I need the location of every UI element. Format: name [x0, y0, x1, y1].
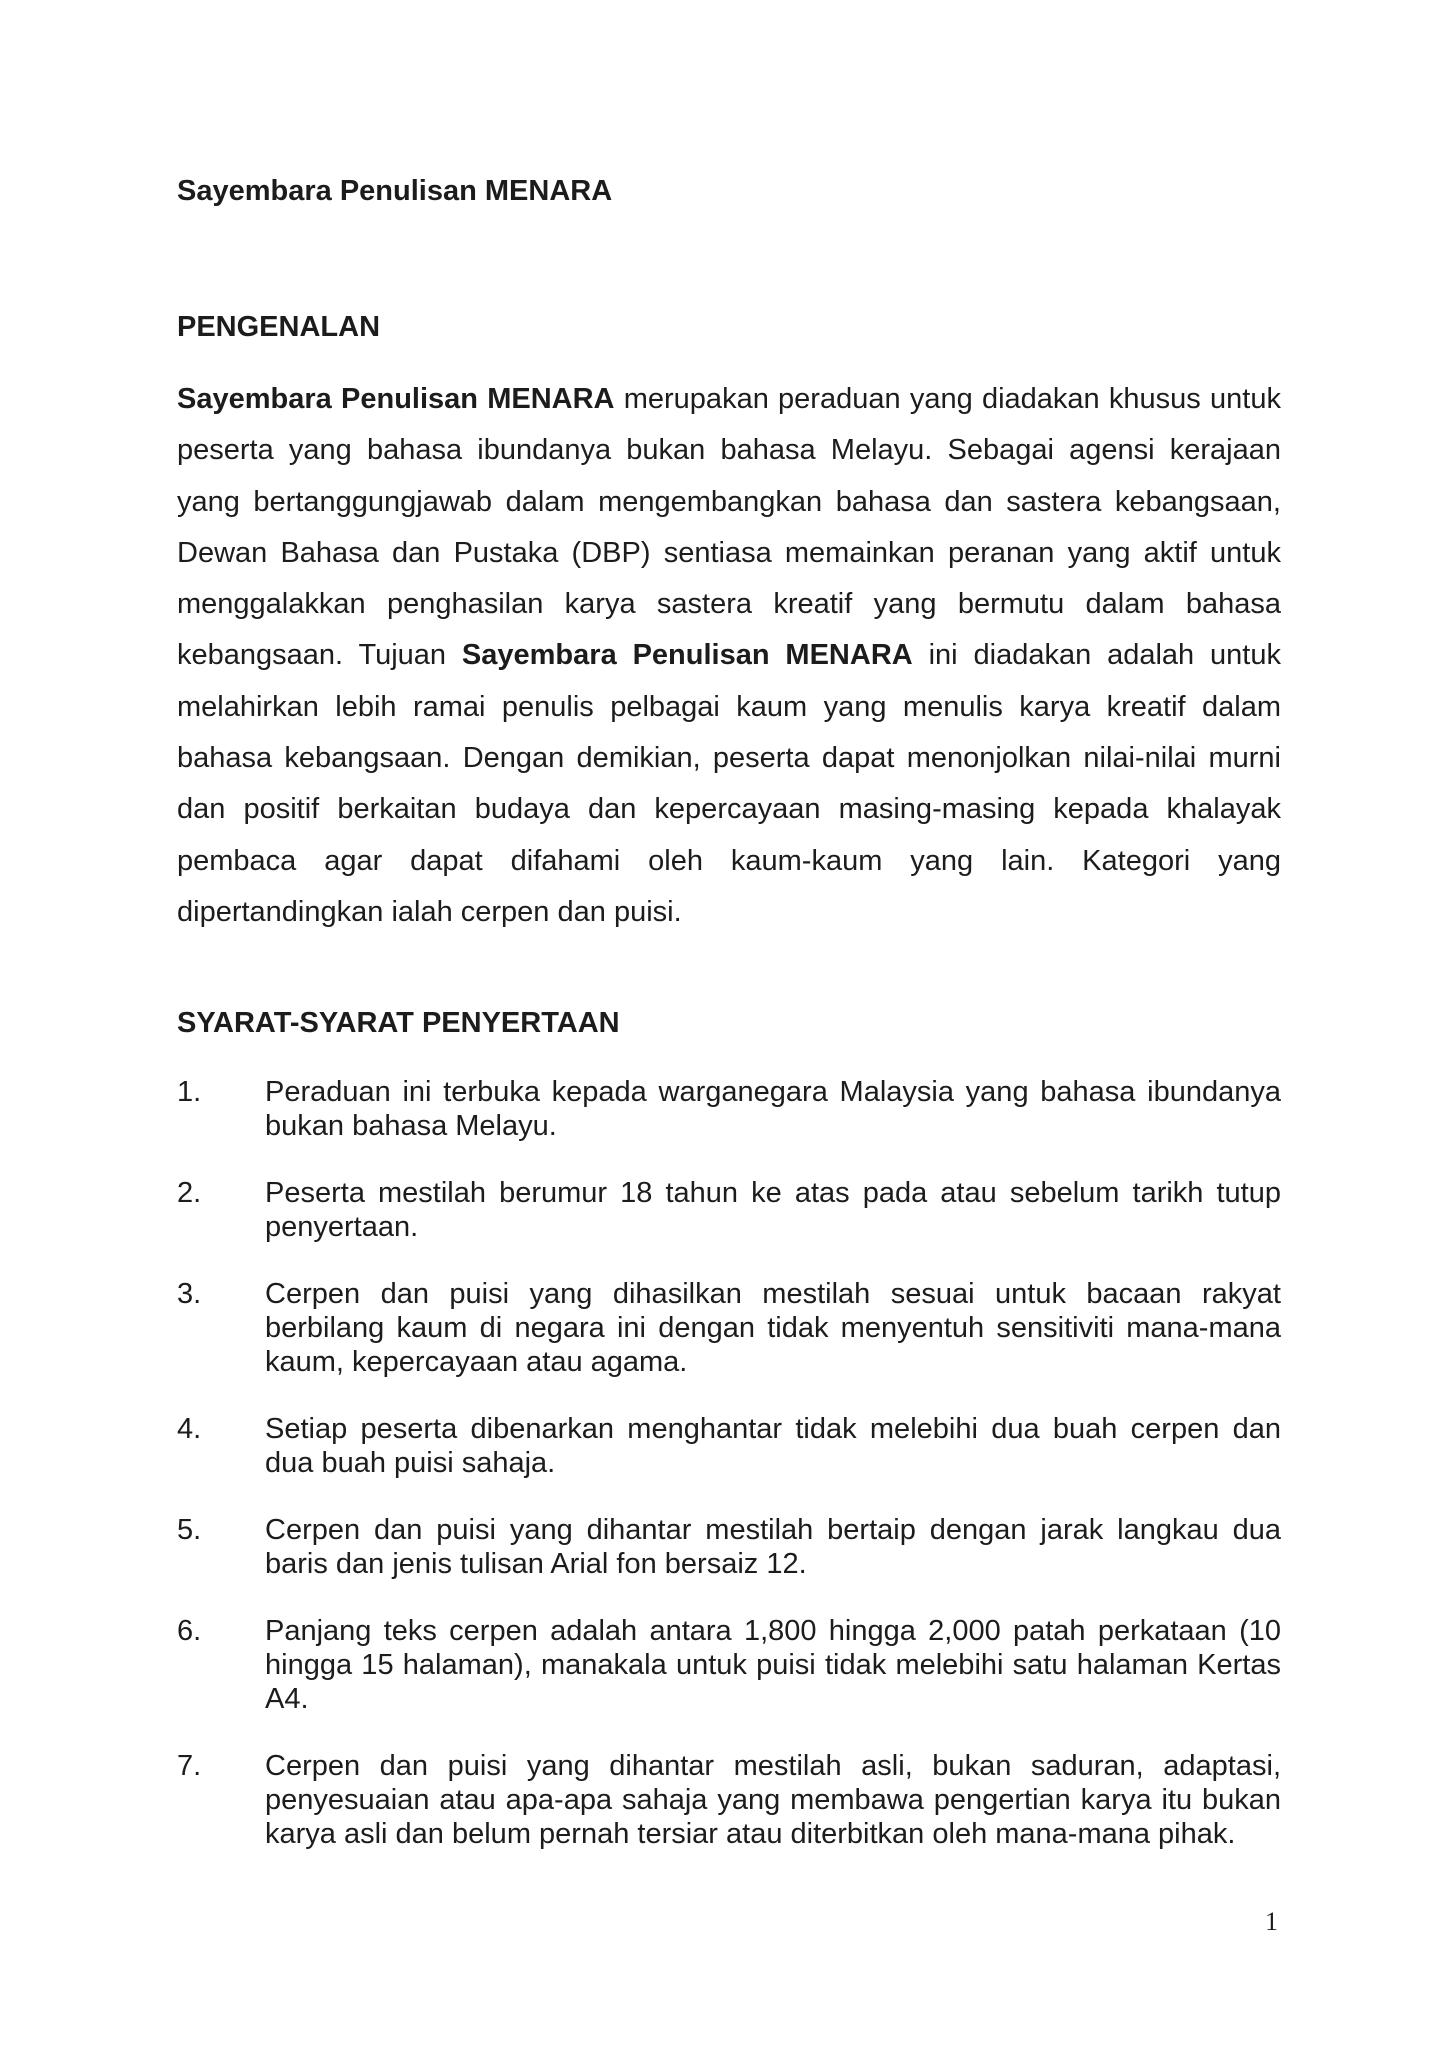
term-number: 1. — [177, 1076, 202, 1108]
term-text: Cerpen dan puisi yang dihantar mestilah asli, bukan saduran, adaptasi, penyesuaian atau apa-apa sahaja yang membawa pengertian karya itu bukan karya asli dan belum pernah tersiar atau diterbitkan oleh mana-mana pihak. — [265, 1750, 1281, 1850]
page-number: 1 — [1265, 1907, 1278, 1936]
term-number: 3. — [177, 1278, 202, 1310]
intro-segment: merupakan peraduan yang diadakan khusus untuk peserta yang bahasa ibundanya bukan bahasa Melayu. Sebagai agensi kerajaan yang bertanggungjawab dalam mengembangkan bahasa dan sastera kebangsaan, Dewan Bahasa dan Pustaka (DBP) sentiasa memainkan peranan yang aktif untuk menggalakkan penghasilan karya sastera kreatif yang bermutu dalam bahasa kebangsaan. Tujuan — [177, 383, 1281, 672]
intro-paragraph — [177, 374, 1281, 938]
term-item — [177, 1513, 1281, 1581]
term-item — [177, 1075, 1281, 1143]
term-number: 2. — [177, 1177, 202, 1209]
term-item — [177, 1412, 1281, 1480]
document-title: Sayembara Penulisan MENARA — [177, 175, 613, 207]
intro-segment-bold: Sayembara Penulisan MENARA — [177, 383, 615, 415]
terms-list — [177, 1075, 1281, 1884]
term-item — [177, 1277, 1281, 1379]
term-text: Setiap peserta dibenarkan menghantar tidak melebihi dua buah cerpen dan dua buah puisi sahaja. — [265, 1413, 1281, 1479]
term-text: Peraduan ini terbuka kepada warganegara Malaysia yang bahasa ibundanya bukan bahasa Melayu. — [265, 1076, 1281, 1142]
term-text: Cerpen dan puisi yang dihantar mestilah bertaip dengan jarak langkau dua baris dan jenis tulisan Arial fon bersaiz 12. — [265, 1514, 1281, 1580]
term-number: 6. — [177, 1615, 202, 1647]
term-item — [177, 1614, 1281, 1716]
term-number: 4. — [177, 1413, 202, 1445]
term-item — [177, 1176, 1281, 1244]
term-item — [177, 1749, 1281, 1851]
term-text: Peserta mestilah berumur 18 tahun ke atas pada atau sebelum tarikh tutup penyertaan. — [265, 1177, 1281, 1243]
intro-heading: PENGENALAN — [177, 311, 381, 343]
term-text: Cerpen dan puisi yang dihasilkan mestilah sesuai untuk bacaan rakyat berbilang kaum di negara ini dengan tidak menyentuh sensitiviti mana-mana kaum, kepercayaan atau agama. — [265, 1278, 1281, 1378]
intro-segment: ini diadakan adalah untuk melahirkan lebih ramai penulis pelbagai kaum yang menulis karya kreatif dalam bahasa kebangsaan. Dengan demikian, peserta dapat menonjolkan nilai-nilai murni dan positif berkaitan budaya dan kepercayaan masing-masing kepada khalayak pembaca agar dapat difahami oleh kaum-kaum yang lain. Kategori yang dipertandingkan ialah cerpen dan puisi. — [177, 639, 1281, 928]
term-number: 5. — [177, 1514, 202, 1546]
term-text: Panjang teks cerpen adalah antara 1,800 hingga 2,000 patah perkataan (10 hingga 15 halaman), manakala untuk puisi tidak melebihi satu halaman Kertas A4. — [265, 1615, 1281, 1715]
term-number: 7. — [177, 1750, 202, 1782]
intro-segment-bold: Sayembara Penulisan MENARA — [461, 639, 913, 672]
terms-heading: SYARAT-SYARAT PENYERTAAN — [177, 1007, 620, 1039]
